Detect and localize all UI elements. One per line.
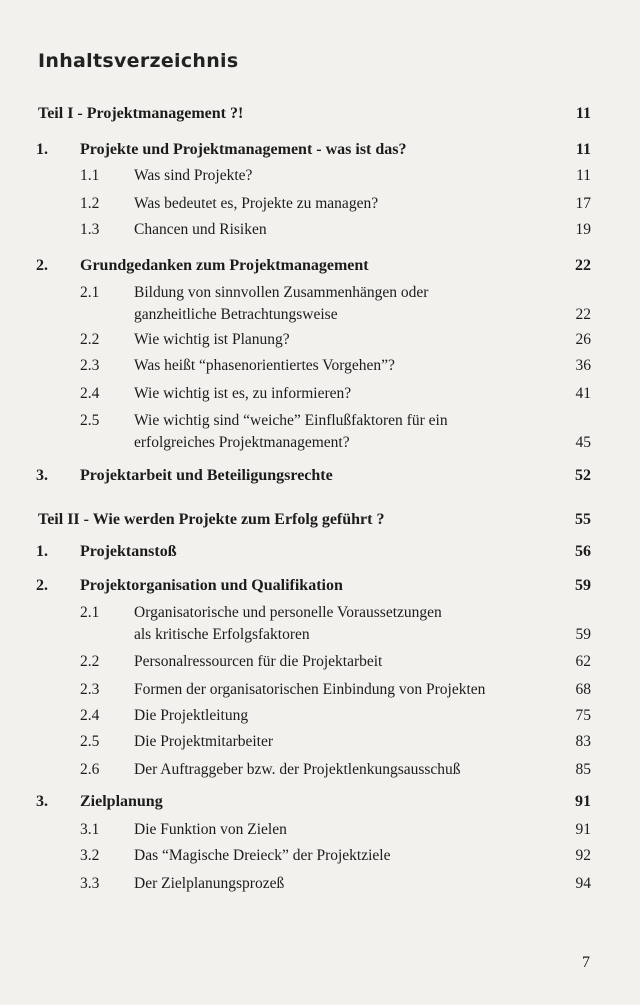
entry-title-line: Was heißt “phasenorientiertes Vorgehen”? [134,357,395,374]
entry-title [80,466,550,486]
entry-number: 3. [36,467,48,484]
entry-number: 3.3 [80,875,100,892]
entry-page-number: 91 [575,821,591,838]
entry-title [134,874,554,894]
entry-title [134,602,554,646]
entry-title [134,680,554,700]
entry-title-line: Bildung von sinnvollen Zusammenhängen oder [134,284,429,301]
entry-number: 2.1 [80,604,100,621]
entry-page-number: 55 [575,511,591,528]
entry-title-line: Organisatorische und personelle Voraussetzungen [134,604,442,621]
entry-title-line: Projekte und Projektmanagement - was ist das? [80,141,407,158]
entry-title-line: Formen der organisatorischen Einbindung von Projekten [134,681,486,698]
entry-title-line: Die Projektleitung [134,707,249,724]
entry-title-line: Die Projektmitarbeiter [134,733,274,750]
entry-title-line: Personalressourcen für die Projektarbeit [134,653,383,670]
entry-page-number: 75 [575,707,591,724]
entry-page-number: 59 [575,626,591,643]
entry-page-number: 52 [575,467,591,484]
entry-number: 1. [36,543,48,560]
entry-number: 1.2 [80,195,100,212]
entry-number: 2. [36,577,48,594]
entry-title [134,732,554,752]
entry-title-line: ganzheitliche Betrachtungsweise [134,306,338,323]
entry-number: 2.6 [80,761,100,778]
entry-number: 1.3 [80,221,100,238]
entry-title [80,542,550,562]
entry-title-line: Wie wichtig ist es, zu informieren? [134,385,352,402]
entry-title [134,330,554,350]
entry-page-number: 94 [575,875,591,892]
entry-page-number: 11 [575,105,591,122]
entry-title-line: als kritische Erfolgsfaktoren [134,626,310,643]
entry-number: 3.1 [80,821,100,838]
entry-number: 2.5 [80,412,100,429]
page-number: 7 [582,954,590,971]
entry-title [80,792,550,812]
entry-page-number: 22 [575,257,591,274]
entry-page-number: 91 [575,793,591,810]
entry-title [80,576,550,596]
entry-page-number: 62 [575,653,591,670]
entry-title [80,140,550,160]
entry-page-number: 92 [575,847,591,864]
entry-title-line: Chancen und Risiken [134,221,267,238]
entry-number: 2.1 [80,284,100,301]
entry-number: 2.2 [80,653,100,670]
entry-page-number: 83 [575,733,591,750]
entry-number: 2.3 [80,681,100,698]
entry-title [134,384,554,404]
entry-title-line: Teil I - Projektmanagement ?! [38,105,244,122]
entry-page-number: 36 [575,357,591,374]
entry-number: 2.4 [80,385,100,402]
entry-number: 2.5 [80,733,100,750]
entry-title-line: Was bedeutet es, Projekte zu managen? [134,195,379,212]
entry-title-line: Wie wichtig ist Planung? [134,331,290,348]
page-title: Inhaltsverzeichnis [38,50,239,72]
entry-page-number: 22 [575,306,591,323]
entry-title-line: Das “Magische Dreieck” der Projektziele [134,847,391,864]
entry-number: 3. [36,793,48,810]
entry-page-number: 85 [575,761,591,778]
entry-title-line: Projektorganisation und Qualifikation [80,577,343,594]
entry-title [134,846,554,866]
entry-page-number: 59 [575,577,591,594]
entry-title-line: Der Auftraggeber bzw. der Projektlenkungsausschuß [134,761,461,778]
entry-page-number: 17 [575,195,591,212]
entry-title [134,820,554,840]
entry-page-number: 11 [576,167,591,184]
entry-title [134,356,554,376]
entry-number: 2.2 [80,331,100,348]
entry-title-line: Projektarbeit und Beteiligungsrechte [80,467,333,484]
entry-page-number: 45 [575,434,591,451]
entry-title [134,282,554,326]
entry-title [134,652,554,672]
entry-title [134,410,554,454]
entry-number: 1.1 [80,167,100,184]
entry-title-line: Grundgedanken zum Projektmanagement [80,257,369,274]
entry-page-number: 11 [575,141,591,158]
entry-title-line: Der Zielplanungsprozeß [134,875,285,892]
entry-title [134,220,554,240]
entry-title-line: Die Funktion von Zielen [134,821,287,838]
entry-title-line: Teil II - Wie werden Projekte zum Erfolg geführt ? [38,511,385,528]
entry-page-number: 19 [575,221,591,238]
entry-page-number: 41 [575,385,591,402]
entry-title [134,760,554,780]
entry-number: 2.3 [80,357,100,374]
entry-title-line: erfolgreiches Projektmanagement? [134,434,350,451]
entry-page-number: 26 [575,331,591,348]
entry-title [134,166,554,186]
entry-title [134,706,554,726]
entry-title-line: Projektanstoß [80,543,177,560]
entry-title [38,104,558,124]
entry-title [134,194,554,214]
entry-page-number: 68 [575,681,591,698]
entry-title-line: Was sind Projekte? [134,167,253,184]
entry-number: 1. [36,141,48,158]
entry-number: 2. [36,257,48,274]
entry-number: 2.4 [80,707,100,724]
entry-title-line: Wie wichtig sind “weiche” Einflußfaktoren für ein [134,412,448,429]
entry-number: 3.2 [80,847,100,864]
entry-title-line: Zielplanung [80,793,163,810]
entry-page-number: 56 [575,543,591,560]
entry-title [80,256,550,276]
entry-title [38,510,558,530]
